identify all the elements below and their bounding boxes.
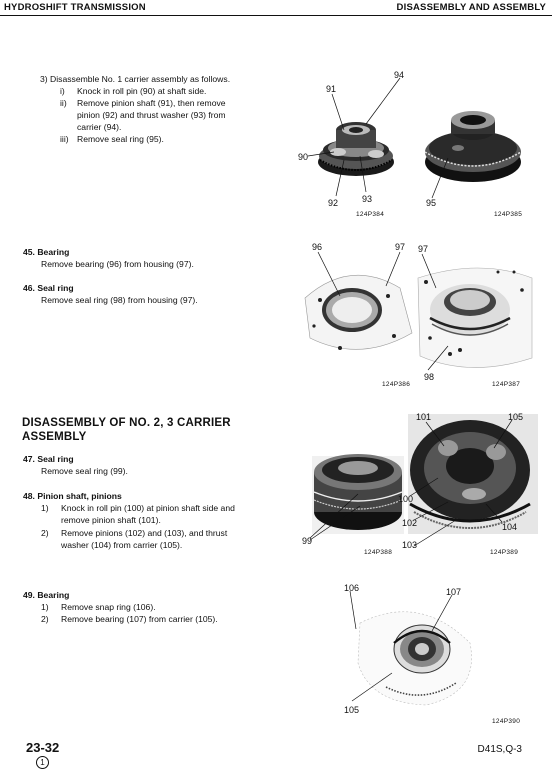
figure-caption-124P384: 124P384 [356,211,385,218]
callout-96: 96 [312,242,323,252]
item49-s2-num: 2) [41,614,49,624]
figure-no23-carrier [298,408,543,560]
item47-heading: 47. Seal ring [23,454,74,464]
figure-caption-124P389: 124P389 [490,549,519,556]
callout-93: 93 [362,194,373,204]
item48-s2-num: 2) [41,528,49,538]
item49-s2-text: Remove bearing (107) from carrier (105). [61,614,218,624]
callout-95: 95 [426,198,437,208]
callout-106: 106 [344,583,360,593]
figure-caption-124P385: 124P385 [494,211,523,218]
callout-92: 92 [328,198,339,208]
callout-101: 101 [416,412,432,422]
callout-100: 100 [398,494,414,504]
callout-99: 99 [302,536,313,546]
page-number: 23-32 [26,740,60,755]
step3-ii-line3: carrier (94). [77,122,122,132]
housing-photo-left [305,275,412,350]
bearing-photo [358,612,472,705]
item48-s2-line1: Remove pinions (102) and (103), and thrust [61,528,228,538]
figure-bearing-snapring [330,583,535,725]
step3-title: 3) Disassemble No. 1 carrier assembly as follows. [40,74,231,84]
housing-photo-right [418,268,532,368]
item48-s1-line1: Knock in roll pin (100) at pinion shaft side and [61,503,235,513]
carrier23-photo-right [408,414,538,534]
callout-105-bearing: 105 [344,705,360,715]
item48-heading: 48. Pinion shaft, pinions [23,491,122,501]
callout-94: 94 [394,70,405,80]
section-title-line2: ASSEMBLY [22,431,87,443]
item46-text: Remove seal ring (98) from housing (97). [41,295,198,305]
item45-heading: 45. Bearing [23,247,70,257]
figure-caption-124P388: 124P388 [364,549,393,556]
callout-103: 103 [402,540,418,550]
step3-i-text: Knock in roll pin (90) at shaft side. [77,86,207,96]
figure-housing [300,238,540,390]
step3-ii-line2: pinion (92) and thrust washer (93) from [77,110,226,120]
item49-heading: 49. Bearing [23,590,70,600]
step3-iii-num: iii) [60,134,69,144]
item47-text: Remove seal ring (99). [41,466,128,476]
header-rule [0,15,552,16]
item48-s1-line2: remove pinion shaft (101). [61,515,161,525]
step3-ii-num: ii) [60,98,67,108]
section-title-line1: DISASSEMBLY OF NO. 2, 3 CARRIER [22,417,231,429]
callout-107: 107 [446,587,462,597]
item49-s1-num: 1) [41,602,49,612]
header-right-title: DISASSEMBLY AND ASSEMBLY [396,2,546,13]
step3-i-num: i) [60,86,65,96]
callout-97b: 97 [418,244,429,254]
item46-heading: 46. Seal ring [23,283,74,293]
header-left-title: HYDROSHIFT TRANSMISSION [4,2,146,13]
callout-105: 105 [508,412,524,422]
model-code: D41S,Q-3 [477,744,522,755]
step3-ii-line1: Remove pinion shaft (91), then remove [77,98,226,108]
figure-caption-124P386: 124P386 [382,381,411,388]
step3-iii-text: Remove seal ring (95). [77,134,164,144]
callout-91: 91 [326,84,337,94]
figure-caption-124P387: 124P387 [492,381,521,388]
callout-104: 104 [502,522,518,532]
item48-s2-line2: washer (104) from carrier (105). [61,540,183,550]
item45-text: Remove bearing (96) from housing (97). [41,259,194,269]
figure-caption-124P390: 124P390 [492,718,521,725]
callout-98: 98 [424,372,435,382]
carrier-photo-right [425,111,521,182]
item48-s1-num: 1) [41,503,49,513]
callout-90: 90 [298,152,309,162]
figure-no1-carrier [298,70,538,220]
item49-s1-text: Remove snap ring (106). [61,602,156,612]
callout-97a: 97 [395,242,406,252]
callout-102: 102 [402,518,418,528]
carrier-photo-left [318,122,394,176]
revision-mark: 1 [36,756,49,769]
